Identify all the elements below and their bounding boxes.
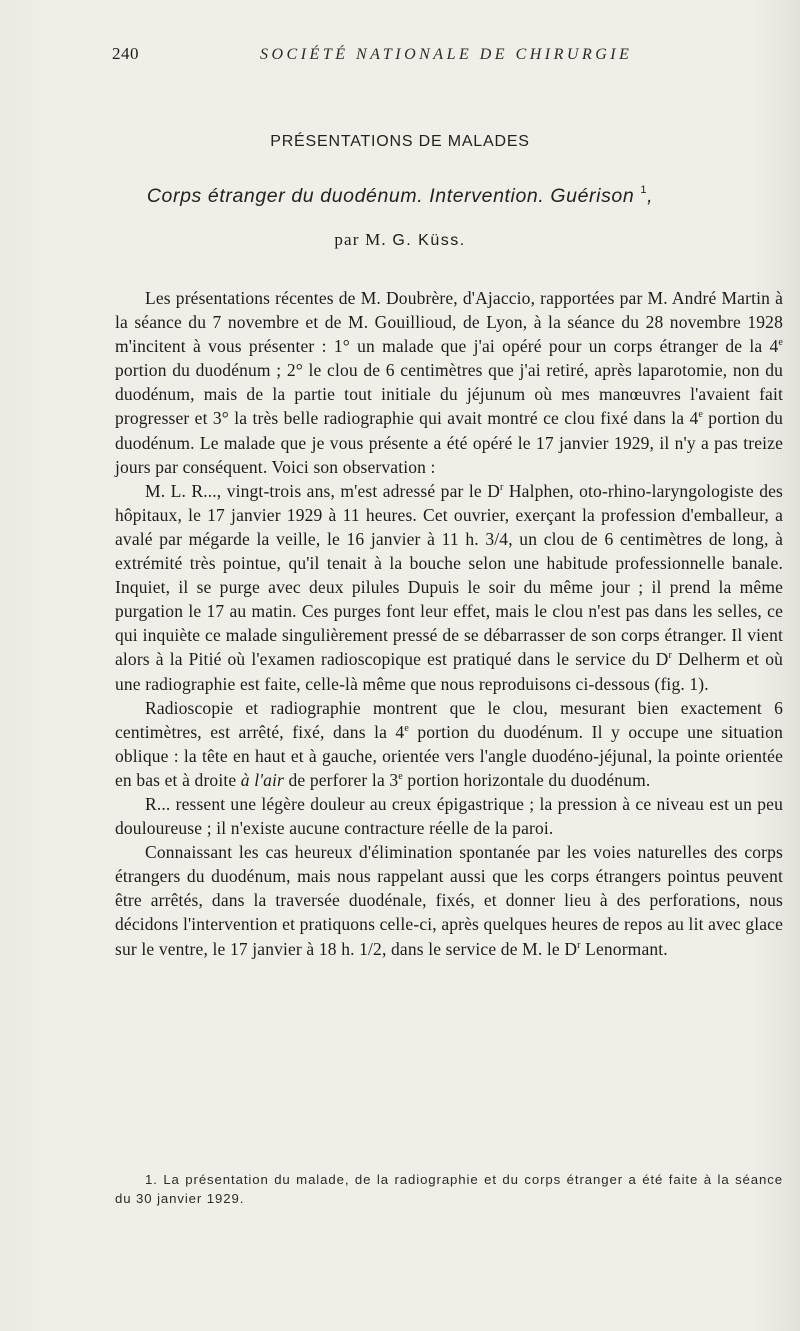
byline-prefix: par M. bbox=[334, 230, 387, 249]
article-body bbox=[115, 286, 783, 961]
title-abbreviation-superscript: r bbox=[668, 650, 672, 662]
section-heading: PRÉSENTATIONS DE MALADES bbox=[270, 133, 530, 150]
paragraph-1-text-b: portion du duodénum ; 2° le clou de 6 centimètres que j'ai retiré, après laparotomie, non du duodénum, mais de la partie tout initiale du jéjunum où mes manœuvres l'avaient fait progresser et 3° la très belle radiographie qui avait montré ce clou fixé dans la 4 bbox=[115, 360, 783, 429]
ordinal-superscript: e bbox=[398, 770, 403, 782]
page-number: 240 bbox=[112, 44, 139, 63]
italic-phrase: à l'air bbox=[240, 769, 284, 790]
page-header bbox=[112, 44, 760, 74]
ordinal-superscript: e bbox=[404, 722, 409, 734]
title-trailing-punctuation: , bbox=[647, 185, 654, 207]
paragraph-5 bbox=[115, 840, 783, 960]
paragraph-3-text-a: Radioscopie et radiographie montrent que le clou, mesurant bien exactement 6 centimètres, est arrêté, fixé, dans la 4 bbox=[115, 697, 783, 742]
paragraph-3-text-b: portion du duodénum. Il y occupe une situation oblique : la tête en haut et à gauche, orientée vers l'angle duodéno-jéjunal, la pointe orientée en bas et à droite bbox=[115, 721, 783, 790]
running-title: SOCIÉTÉ NATIONALE DE CHIRURGIE bbox=[260, 46, 633, 63]
paragraph-1 bbox=[115, 286, 783, 479]
paragraph-2 bbox=[115, 479, 783, 696]
paragraph-5-text-a: Connaissant les cas heureux d'élimination spontanée par les voies naturelles des corps étrangers du duodénum, mais nous rappelant aussi que les corps étrangers pointus peuvent être arrêtés, dans la traversée duodénale, fixés, et donner lieu à des perforations, nous décidons l'intervention et pratiquons celle-ci, après quelques heures de repos au lit avec glace sur le ventre, le 17 janvier à 18 h. 1/2, dans le service de M. le D bbox=[115, 842, 783, 959]
paragraph-4: R... ressent une légère douleur au creux épigastrique ; la pression à ce niveau est un peu douloureuse ; il n'existe aucune contracture réelle de la paroi. bbox=[115, 793, 783, 839]
ordinal-superscript: e bbox=[778, 337, 783, 349]
paragraph-3-text-c: de perforer la 3 bbox=[284, 769, 399, 790]
article-title bbox=[0, 184, 800, 208]
paragraph-2-text-a: M. L. R..., vingt-trois ans, m'est adressé par le D bbox=[145, 480, 500, 501]
byline bbox=[0, 230, 800, 250]
paragraph-1-text-c: portion du duodénum. Le malade que je vous présente a été opéré le 17 janvier 1929, il n'y a pas treize jours par conséquent. Voici son observation : bbox=[115, 408, 783, 477]
article-title-text: Corps étranger du duodénum. Intervention. Guérison bbox=[146, 185, 635, 207]
paragraph-5-text-b: Lenormant. bbox=[580, 938, 668, 959]
title-abbreviation-superscript: r bbox=[577, 939, 581, 951]
title-abbreviation-superscript: r bbox=[500, 481, 504, 493]
title-footnote-mark: 1 bbox=[640, 184, 648, 196]
footnote: 1. La présentation du malade, de la radiographie et du corps étranger a été faite à la séance du 30 janvier 1929. bbox=[115, 1172, 783, 1206]
paragraph-2-text-b: Halphen, oto-rhino-laryngologiste des hôpitaux, le 17 janvier 1929 à 11 heures. Cet ouvrier, exerçant la profession d'emballeur, a avalé par mégarde la veille, le 16 janvier à 11 h. 3/4, un clou de 6 centimètres de long, à extrémité très pointue, qu'il tenait à la bouche selon une habitude professionnelle banale. Inquiet, il se purge avec deux pilules Dupuis le soir du même jour ; il prend la même purgation le 17 au matin. Ces purges font leur effet, mais le clou n'est pas dans les selles, ce qui inquiète ce malade singulièrement pressé de se débarrasser de son corps étranger. Il vient alors à la Pitié où l'examen radioscopique est pratiqué dans le service du D bbox=[115, 480, 783, 670]
author-name: G. Küss. bbox=[392, 232, 466, 249]
paragraph-2-text-c: Delherm et où une radiographie est faite, celle-là même que nous reproduisons ci-dessous (fig. 1). bbox=[115, 649, 783, 694]
paragraph-3-text-d: portion horizontale du duodénum. bbox=[402, 769, 651, 790]
ordinal-superscript: e bbox=[698, 409, 704, 421]
paragraph-3 bbox=[115, 696, 783, 792]
paragraph-1-text-a: Les présentations récentes de M. Doubrère, d'Ajaccio, rapportées par M. André Martin à la séance du 7 novembre et de M. Gouillioud, de Lyon, à la séance du 28 novembre 1928 m'incitent à vous présenter : 1° un malade que j'ai opéré pour un corps étranger de la 4 bbox=[115, 288, 783, 357]
